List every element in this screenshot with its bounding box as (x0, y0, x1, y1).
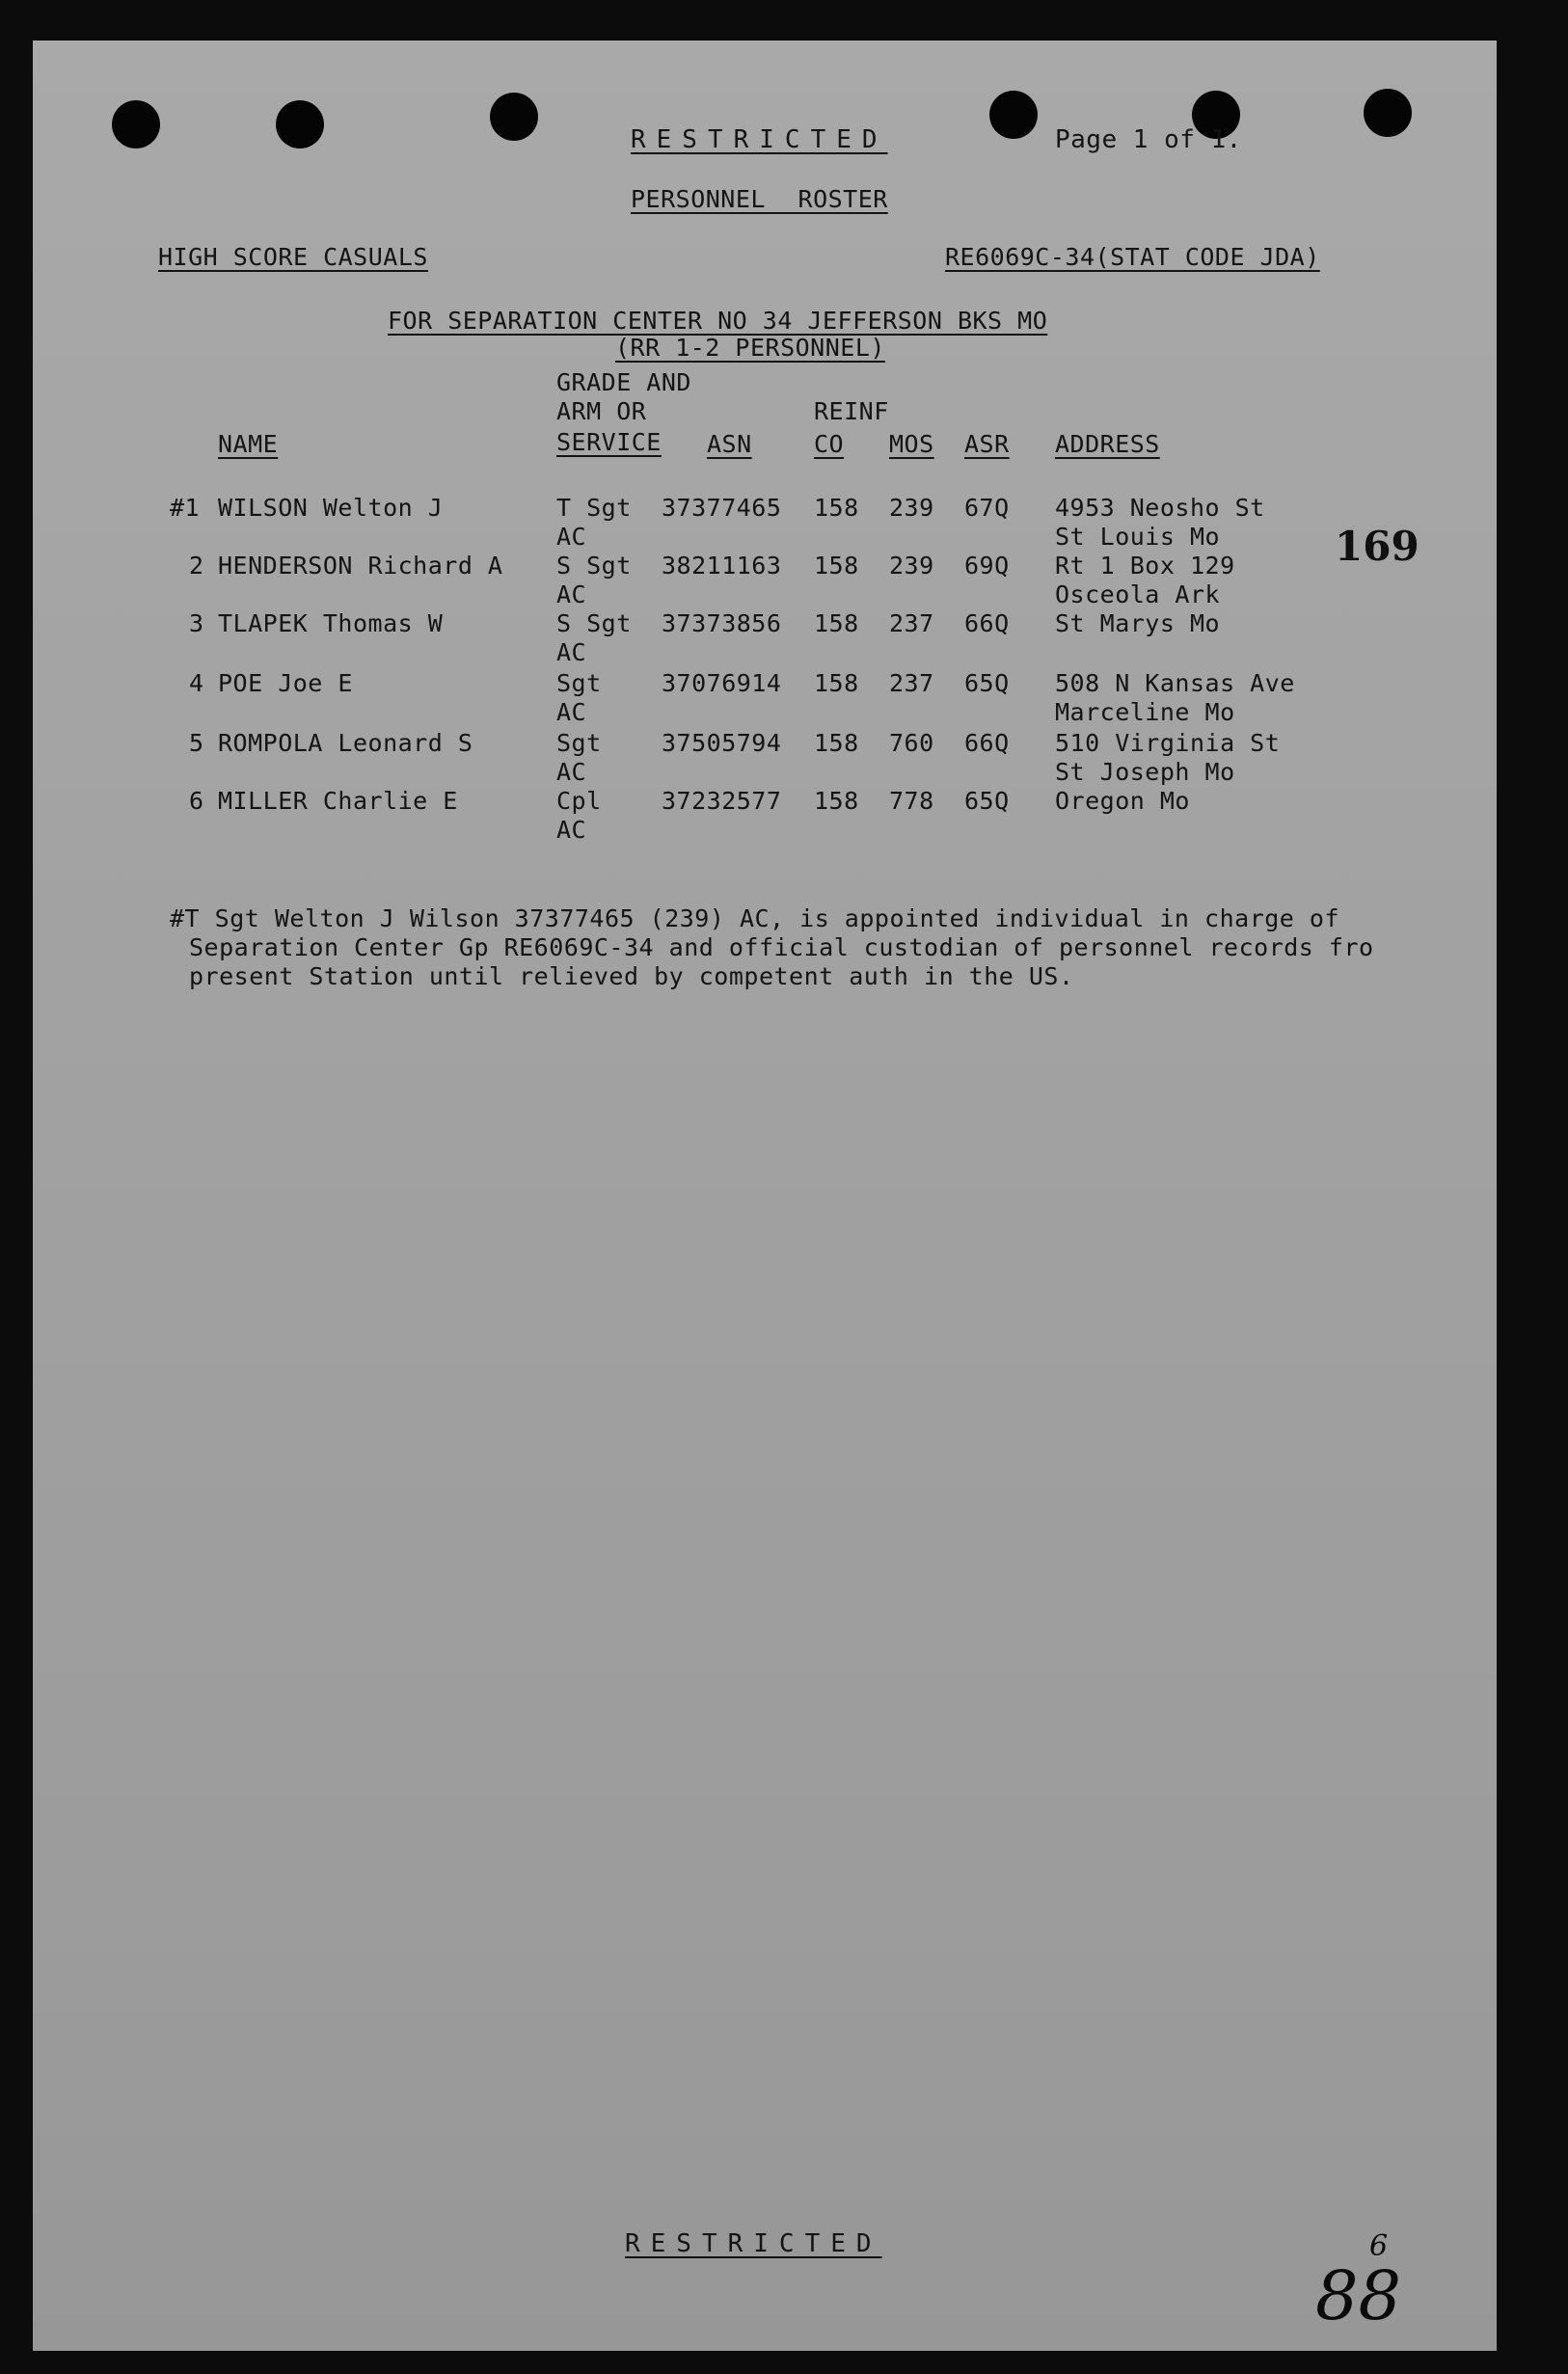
row-name: MILLER Charlie E (218, 787, 458, 815)
row-name: POE Joe E (218, 669, 353, 697)
col-name: NAME (218, 430, 279, 458)
row-co: 158 (814, 494, 859, 522)
col-mos: MOS (889, 430, 934, 458)
row-arm: AC (556, 638, 587, 666)
unit-label: HIGH SCORE CASUALS (158, 243, 428, 271)
row-address-line1: Oregon Mo (1055, 787, 1190, 815)
row-arm: AC (556, 758, 587, 786)
row-address-line1: Rt 1 Box 129 (1055, 552, 1235, 580)
page-number: Page 1 of 1. (1055, 125, 1242, 154)
col-asr: ASR (964, 430, 1010, 458)
row-number: 3 (189, 609, 204, 637)
punch-hole (989, 91, 1038, 139)
row-number: 4 (189, 669, 204, 697)
row-name: HENDERSON Richard A (218, 552, 503, 580)
row-asn: 38211163 (662, 552, 782, 580)
row-grade: Sgt (556, 669, 602, 697)
row-asn: 37076914 (662, 669, 782, 697)
row-address-line1: 510 Virginia St (1055, 729, 1281, 757)
col-reinf-line1: REINF (814, 397, 889, 425)
row-mos: 237 (889, 669, 934, 697)
footnote-line1: #T Sgt Welton J Wilson 37377465 (239) AC, is appointed individual in charge of (170, 904, 1339, 932)
col-address: ADDRESS (1055, 430, 1160, 458)
row-asr: 65Q (964, 669, 1010, 697)
row-name: WILSON Welton J (218, 494, 444, 522)
col-grade-line3: SERVICE (556, 428, 662, 456)
row-grade: Cpl (556, 787, 602, 815)
row-asr: 66Q (964, 609, 1010, 637)
row-address-line1: 4953 Neosho St (1055, 494, 1265, 522)
destination-subline: (RR 1-2 PERSONNEL) (615, 334, 885, 362)
row-grade: Sgt (556, 729, 602, 757)
col-grade-line1: GRADE AND (556, 368, 691, 396)
row-address-line1: St Marys Mo (1055, 609, 1221, 637)
row-address-line2: St Joseph Mo (1055, 758, 1235, 786)
row-mos: 778 (889, 787, 934, 815)
group-code: RE6069C-34(STAT CODE JDA) (945, 243, 1320, 271)
row-asr: 67Q (964, 494, 1010, 522)
row-grade: T Sgt (556, 494, 632, 522)
footnote-line3: present Station until relieved by competent auth in the US. (189, 962, 1074, 990)
row-mos: 237 (889, 609, 934, 637)
row-address-line2: Marceline Mo (1055, 698, 1235, 726)
row-asn: 37505794 (662, 729, 782, 757)
punch-hole (112, 100, 160, 148)
row-grade: S Sgt (556, 552, 632, 580)
row-co: 158 (814, 609, 859, 637)
row-grade: S Sgt (556, 609, 632, 637)
footnote-line2: Separation Center Gp RE6069C-34 and official custodian of personnel records fro (189, 933, 1374, 961)
col-reinf-co: CO (814, 430, 845, 458)
roster-title: PERSONNEL ROSTER (631, 185, 888, 213)
col-asn: ASN (707, 430, 752, 458)
row-name: TLAPEK Thomas W (218, 609, 444, 637)
row-number: 2 (189, 552, 204, 580)
row-mos: 760 (889, 729, 934, 757)
punch-hole (276, 100, 324, 148)
restricted-top: RESTRICTED (631, 125, 888, 154)
row-address-line2: St Louis Mo (1055, 523, 1221, 551)
destination-line: FOR SEPARATION CENTER NO 34 JEFFERSON BKS MO (388, 307, 1048, 335)
row-number: 6 (189, 787, 204, 815)
row-asr: 65Q (964, 787, 1010, 815)
row-arm: AC (556, 523, 587, 551)
row-asr: 66Q (964, 729, 1010, 757)
row-mos: 239 (889, 494, 934, 522)
row-arm: AC (556, 580, 587, 608)
row-asn: 37232577 (662, 787, 782, 815)
handwritten-mark-small: 6 (1369, 2229, 1389, 2263)
row-asr: 69Q (964, 552, 1010, 580)
row-co: 158 (814, 787, 859, 815)
row-address-line1: 508 N Kansas Ave (1055, 669, 1295, 697)
stamped-number: 169 (1335, 523, 1419, 570)
row-name: ROMPOLA Leonard S (218, 729, 473, 757)
row-address-line2: Osceola Ark (1055, 580, 1221, 608)
row-co: 158 (814, 669, 859, 697)
row-number: 5 (189, 729, 204, 757)
row-asn: 37377465 (662, 494, 782, 522)
row-arm: AC (556, 698, 587, 726)
row-arm: AC (556, 816, 587, 844)
row-co: 158 (814, 552, 859, 580)
row-asn: 37373856 (662, 609, 782, 637)
row-number: #1 (170, 494, 201, 522)
row-co: 158 (814, 729, 859, 757)
punch-hole (1364, 89, 1412, 137)
col-grade-line2: ARM OR (556, 397, 647, 425)
restricted-bottom: RESTRICTED (625, 2229, 882, 2258)
document-sheet (33, 40, 1497, 2351)
row-mos: 239 (889, 552, 934, 580)
handwritten-mark-large: 88 (1315, 2256, 1402, 2335)
punch-hole (490, 93, 538, 141)
